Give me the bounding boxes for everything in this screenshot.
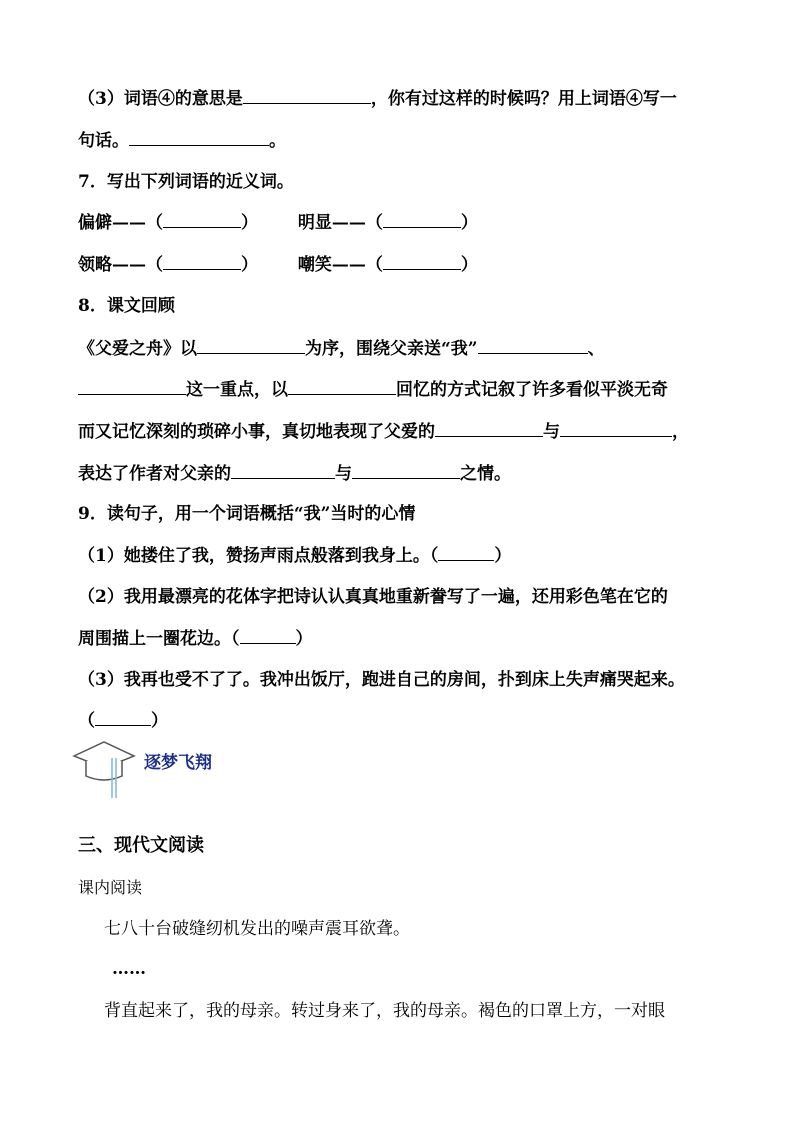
answer-blank[interactable]: [352, 461, 460, 479]
answer-blank[interactable]: [288, 377, 396, 395]
q8-title: 8．课文回顾: [78, 296, 175, 316]
answer-blank[interactable]: [560, 419, 672, 437]
q6-3-line1: （3）词语④的意思是 ，你有过这样的时候吗？用上词语④写一: [78, 86, 677, 111]
brand-text: 逐梦飞翔: [144, 753, 212, 773]
answer-blank[interactable]: [438, 543, 494, 561]
section-subtitle: 课内阅读: [78, 878, 143, 897]
answer-blank[interactable]: [163, 210, 241, 228]
answer-blank[interactable]: [95, 708, 151, 726]
answer-blank[interactable]: [435, 419, 543, 437]
q7-title: 7．写出下列词语的近义词。: [78, 172, 294, 192]
reading-paragraph-1: 七八十台破缝纫机发出的噪声震耳欲聋。: [104, 919, 410, 939]
q9-sentence-3-answer: （ ）: [78, 708, 168, 733]
q8-line4: 表达了作者对父亲的 与 之情。: [78, 461, 511, 486]
answer-blank[interactable]: [243, 86, 371, 104]
answer-blank[interactable]: [231, 461, 335, 479]
q9-sentence-1: （1）她搂住了我，赞扬声雨点般落到我身上。（ ）: [78, 543, 511, 568]
answer-blank[interactable]: [383, 252, 461, 270]
answer-blank[interactable]: [78, 377, 186, 395]
answer-blank[interactable]: [240, 626, 296, 644]
answer-blank[interactable]: [383, 210, 461, 228]
q8-line1: 《父爱之舟》以 为序，围绕父亲送“我” 、: [78, 336, 605, 361]
reading-ellipsis: ……: [112, 959, 146, 979]
answer-blank[interactable]: [163, 252, 241, 270]
section-title: 三、现代文阅读: [78, 835, 204, 856]
graduation-cap-icon: [72, 736, 138, 802]
q7-row-1: 偏僻——（ ） 明显——（ ）: [78, 210, 478, 235]
q9-sentence-2b: 周围描上一圈花边。（ ）: [78, 626, 313, 651]
q9-sentence-2a: （2）我用最漂亮的花体字把诗认认真真地重新誊写了一遍，还用彩色笔在它的: [78, 587, 668, 607]
q9-sentence-3: （3）我再也受不了了。我冲出饭厅，跑进自己的房间，扑到床上失声痛哭起来。: [78, 670, 685, 690]
q8-line2: 这一重点，以 回忆的方式记叙了许多看似平淡无奇: [78, 377, 668, 402]
answer-blank[interactable]: [478, 336, 588, 354]
answer-blank[interactable]: [129, 128, 269, 146]
q7-row-2: 领略——（ ） 嘲笑——（ ）: [78, 252, 478, 277]
q6-3-line2: 句话。 。: [78, 128, 286, 153]
answer-blank[interactable]: [197, 336, 305, 354]
reading-paragraph-2: 背直起来了，我的母亲。转过身来了，我的母亲。褐色的口罩上方，一对眼: [104, 1001, 665, 1021]
q8-line3: 而又记忆深刻的琐碎小事，真切地表现了父爱的 与 ，: [78, 419, 689, 444]
q9-title: 9．读句子，用一个词语概括“我”当时的心情: [78, 504, 416, 524]
